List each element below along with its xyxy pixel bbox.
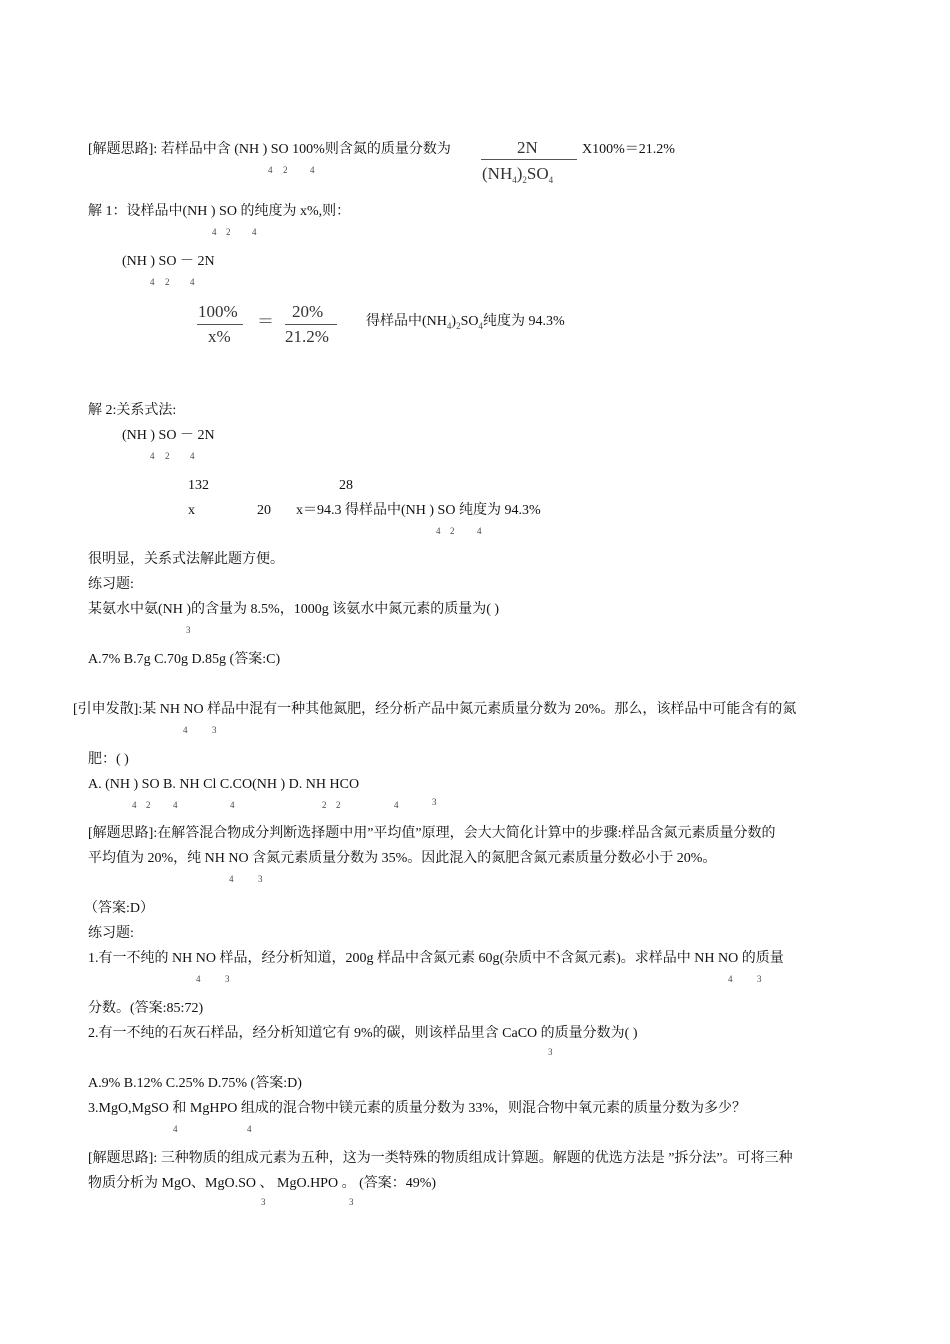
subscript: 4	[196, 974, 201, 984]
subscript: 4	[190, 277, 195, 287]
exercise-options: A.7% B.7g C.70g D.85g (答案:C)	[88, 652, 281, 667]
subscript: 4	[310, 165, 315, 175]
fraction-1-numerator: 100%	[198, 302, 238, 321]
relation-line-2: (NH ) SO － 2N	[122, 428, 215, 443]
purity-result: 得样品中$(NH_4)_2SO_4$纯度为 94.3%	[366, 314, 565, 331]
solution-2-result: x＝94.3 得样品中(NH ) SO 纯度为 94.3%	[296, 503, 541, 518]
fraction-denominator: $(NH_4)_2SO_4$	[482, 164, 554, 185]
subscript: 4	[150, 277, 155, 287]
subscript: 4	[394, 800, 399, 810]
subscript: 4	[183, 725, 188, 735]
subscript: 4	[229, 874, 234, 884]
subscript: 2	[146, 800, 151, 810]
exercise-heading: 练习题:	[88, 577, 134, 592]
solution-1-line: 解 1：设样品中(NH ) SO 的纯度为 x%,则：	[88, 204, 351, 219]
subscript: 2	[450, 526, 455, 536]
subscript: 3	[258, 874, 263, 884]
exercise-2-options: A.9% B.12% C.25% D.75% (答案:D)	[88, 1076, 302, 1091]
solution-idea-2-cont: 平均值为 20%，纯 NH NO 含氮元素质量分数为 35%。因此混入的氮肥含氮元素质量分数必小于 20%。	[88, 851, 717, 866]
subscript: 3	[432, 797, 437, 807]
subscript: 3	[212, 725, 217, 735]
fraction-bar	[481, 159, 577, 160]
fraction-bar	[197, 324, 243, 325]
exercise-1-cont: 分数。(答案:85:72)	[88, 1001, 204, 1016]
subscript: 4	[150, 451, 155, 461]
fraction-2-denominator: 21.2%	[285, 327, 329, 346]
exercise-3: 3.MgO,MgSO 和 MgHPO 组成的混合物中镁元素的质量分数为 33%，则混合物中氧元素的质量分数为多少？	[88, 1101, 747, 1116]
value-x: x	[188, 503, 195, 518]
subscript: 4	[190, 451, 195, 461]
subscript: 4	[247, 1124, 252, 1134]
subscript: 2	[322, 800, 327, 810]
exercise-1: 1.有一不纯的 NH NO 样品，经分析知道，200g 样品中含氮元素 60g(杂质中不含氮元素)。求样品中 NH NO 的质量	[88, 951, 784, 966]
value-28: 28	[339, 478, 353, 493]
fraction-bar	[285, 324, 337, 325]
exercise-question: 某氨水中氨(NH )的含量为 8.5%，1000g 该氨水中氮元素的质量为( )	[88, 602, 500, 617]
subscript: 4	[477, 526, 482, 536]
fraction-numerator: 2N	[517, 138, 538, 157]
fraction-1-denominator: x%	[208, 327, 231, 346]
solution-idea-line: [解题思路]: 若样品中含 (NH ) SO 100%则含氮的质量分数为	[88, 142, 451, 157]
solution-idea-2: [解题思路]:在解答混合物成分判断选择题中用”平均值”原理，会大大简化计算中的步骤:样品含氮元素质量分数的	[88, 826, 776, 841]
subscript: 3	[225, 974, 230, 984]
extension-options: A. (NH ) SO B. NH Cl C.CO(NH ) D. NH HCO	[88, 777, 360, 792]
paragraph: 很明显，关系式法解此题方便。	[88, 552, 284, 567]
subscript: 3	[349, 1197, 354, 1207]
subscript: 4	[212, 227, 217, 237]
subscript: 4	[728, 974, 733, 984]
exercise-2: 2.有一不纯的石灰石样品，经分析知道它有 9%的碳，则该样品里含 CaCO 的质量分数为( )	[88, 1026, 638, 1041]
equals-sign: ＝	[257, 312, 274, 331]
subscript: 3	[261, 1197, 266, 1207]
extension-question: [引申发散]:某 NH NO 样品中混有一种其他氮肥，经分析产品中氮元素质量分数为 20%。那么，该样品中可能含有的氮	[73, 702, 797, 717]
value-20: 20	[257, 503, 271, 518]
solution-idea-3: [解题思路]: 三种物质的组成元素为五种，这为一类特殊的物质组成计算题。解题的优选方法是 ”拆分法”。可将三种	[88, 1151, 793, 1166]
answer-text: （答案:D）	[84, 901, 154, 916]
subscript: 4	[132, 800, 137, 810]
fraction-2-numerator: 20%	[292, 302, 324, 321]
solution-2-title: 解 2:关系式法:	[88, 403, 177, 418]
subscript: 4	[173, 800, 178, 810]
subscript: 4	[436, 526, 441, 536]
subscript: 3	[548, 1047, 553, 1057]
solution-idea-3-cont: 物质分析为 MgO、MgO.SO 、 MgO.HPO 。 (答案：49%)	[88, 1176, 437, 1191]
subscript: 2	[165, 277, 170, 287]
subscript: 3	[186, 625, 191, 635]
subscript: 3	[757, 974, 762, 984]
relation-line-1: (NH ) SO － 2N	[122, 254, 215, 269]
subscript: 2	[336, 800, 341, 810]
result-text: X100%＝21.2%	[582, 142, 675, 157]
subscript: 4	[268, 165, 273, 175]
subscript: 4	[230, 800, 235, 810]
subscript: 2	[165, 451, 170, 461]
subscript: 2	[283, 165, 288, 175]
extension-question-cont: 肥：( )	[88, 752, 129, 767]
exercise-heading: 练习题:	[88, 926, 134, 941]
subscript: 4	[252, 227, 257, 237]
subscript: 2	[226, 227, 231, 237]
value-132: 132	[188, 478, 209, 493]
subscript: 4	[173, 1124, 178, 1134]
